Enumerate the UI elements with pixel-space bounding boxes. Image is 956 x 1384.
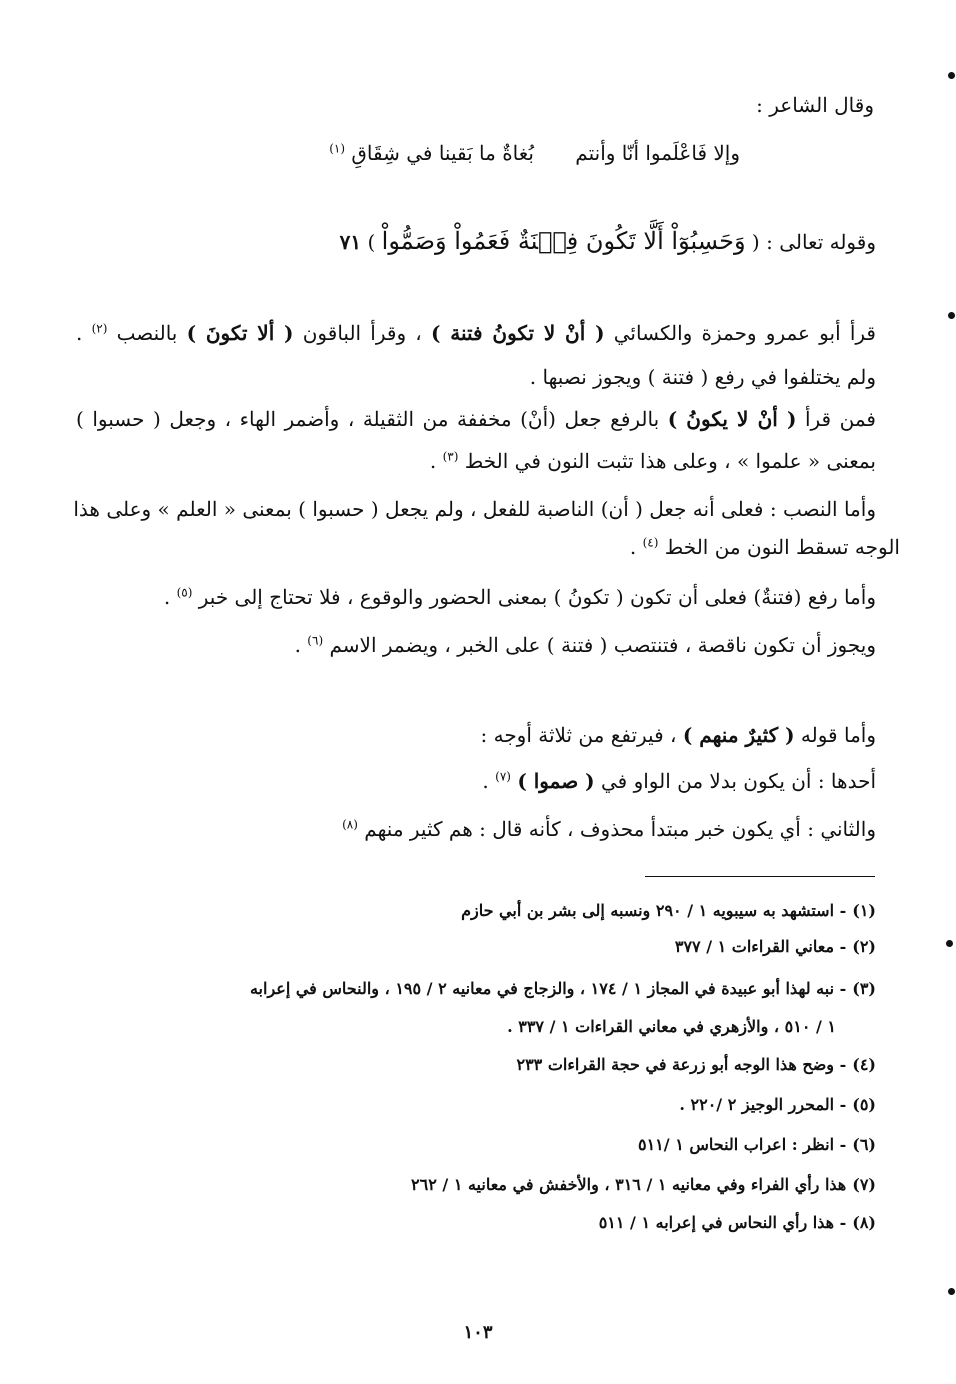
paragraph-6: وأما قوله ( كثيرٌ منهم ) ، فيرتفع من ثلاثة أوجه : [480,723,876,747]
page-number: ١٠٣ [463,1322,493,1343]
footnote-ref-5: (٥) [176,585,193,600]
footnote-ref-8: (٨) [342,817,358,832]
footnote-8: (٨)- هذا رأي النحاس في إعرابه ١ / ٥١١ [598,1213,876,1232]
poet-intro: وقال الشاعر : [756,93,874,117]
footnote-4: (٤)- وضح هذا الوجه أبو زرعة في حجة القراءات ٢٣٣ [516,1055,876,1074]
footnote-ref-2: (٢) [91,321,108,336]
paragraph-1-line-2: ولم يختلفوا في رفع ( فتنة ) ويجوز نصبها . [529,365,876,389]
margin-speck [948,72,955,79]
footnote-3-continued: ١ / ٥١٠ ، والأزهري في معاني القراءات ١ / ٣٣٧ . [507,1017,836,1036]
footnote-5: (٥)- المحرر الوجيز ٢ /٢٢٠ . [679,1095,876,1114]
paragraph-3-line-2: الوجه تسقط النون من الخط $^{(٤)}$ . [629,535,900,559]
paragraph-7: أحدها : أن يكون بدلا من الواو في ( صموا ) $^{(٧)}$ . [482,769,876,793]
margin-speck [946,940,953,947]
footnote-6: (٦)- انظر : اعراب النحاس ١ /٥١١ [637,1135,876,1154]
quran-text: وَحَسِبُوٓاْ أَلَّا تَكُونَ فِتۡنَةٌ فَعَمُواْ وَصَمُّواْ [381,227,746,255]
footnote-3: (٣)- نبه لهذا أبو عبيدة في المجاز ١ / ١٧٤ ، والزجاج في معانيه ٢ / ١٩٥ ، والنحاس في إعرابه [249,979,876,998]
paragraph-1-line-1: قرأ أبو عمرو وحمزة والكسائي ( أنْ لا تكونُ فتنة ) ، وقرأ الباقون ( ألا تكونَ ) بالنصب $^{(٢)}$ . [76,321,876,345]
footnote-ref-4: (٤) [642,535,659,550]
quran-verse-line: وقوله تعالى : ( وَحَسِبُوٓاْ أَلَّا تَكُونَ فِتۡنَةٌ فَعَمُواْ وَصَمُّواْ ) ٧١ [339,227,876,255]
footnote-ref-1: (١) [329,141,346,156]
footnote-7: (٧)هذا رأي الفراء وفي معانيه ١ / ٣١٦ ، والأخفش في معانيه ١ / ٢٦٢ [411,1175,876,1194]
paragraph-2-line-1: فمن قرأ ( أنْ لا يكونُ ) بالرفع جعل (أنْ) مخففة من الثقيلة ، وأضمر الهاء ، وجعل ( حسبوا ) [76,407,876,431]
footnote-separator [645,876,875,877]
footnote-2: (٢)- معاني القراءات ١ / ٣٧٧ [674,937,876,956]
margin-speck [948,1288,955,1295]
verse-first-hemistich: وإلا فَاعْلَموا أنّا وأنتم [575,141,740,165]
margin-speck [948,312,955,319]
paragraph-4: وأما رفع (فتنةٌ) فعلى أن تكون ( تكونُ ) بمعنى الحضور والوقوع ، فلا تحتاج إلى خبر $^{(٥)}$ . [163,585,876,609]
footnote-1: (١)- استشهد به سيبويه ١ / ٢٩٠ ونسبه إلى بشر بن أبي حازم [461,901,876,920]
footnote-ref-7: (٧) [495,769,511,784]
footnote-ref-6: (٦) [307,633,324,648]
paragraph-8: والثاني : أي يكون خبر مبتدأ محذوف ، كأنه قال : هم كثير منهم $^{(٨)}$ [342,817,876,841]
paragraph-3-line-1: وأما النصب : فعلى أنه جعل ( أن) الناصبة للفعل ، ولم يجعل ( حسبوا ) بمعنى « العلم » وعلى هذا [73,497,876,521]
paragraph-5: ويجوز أن تكون ناقصة ، فتنتصب ( فتنة ) على الخبر ، ويضمر الاسم $^{(٦)}$ . [294,633,876,657]
verse-second-hemistich: بُغاةٌ ما بَقينا في شِقَاقِ $^{(١)}$ [329,141,534,165]
verse-number: ٧١ [339,230,362,254]
paragraph-2-line-2: بمعنى « علموا » ، وعلى هذا تثبت النون في الخط $^{(٣)}$ . [429,449,876,473]
footnote-ref-3: (٣) [442,449,459,464]
